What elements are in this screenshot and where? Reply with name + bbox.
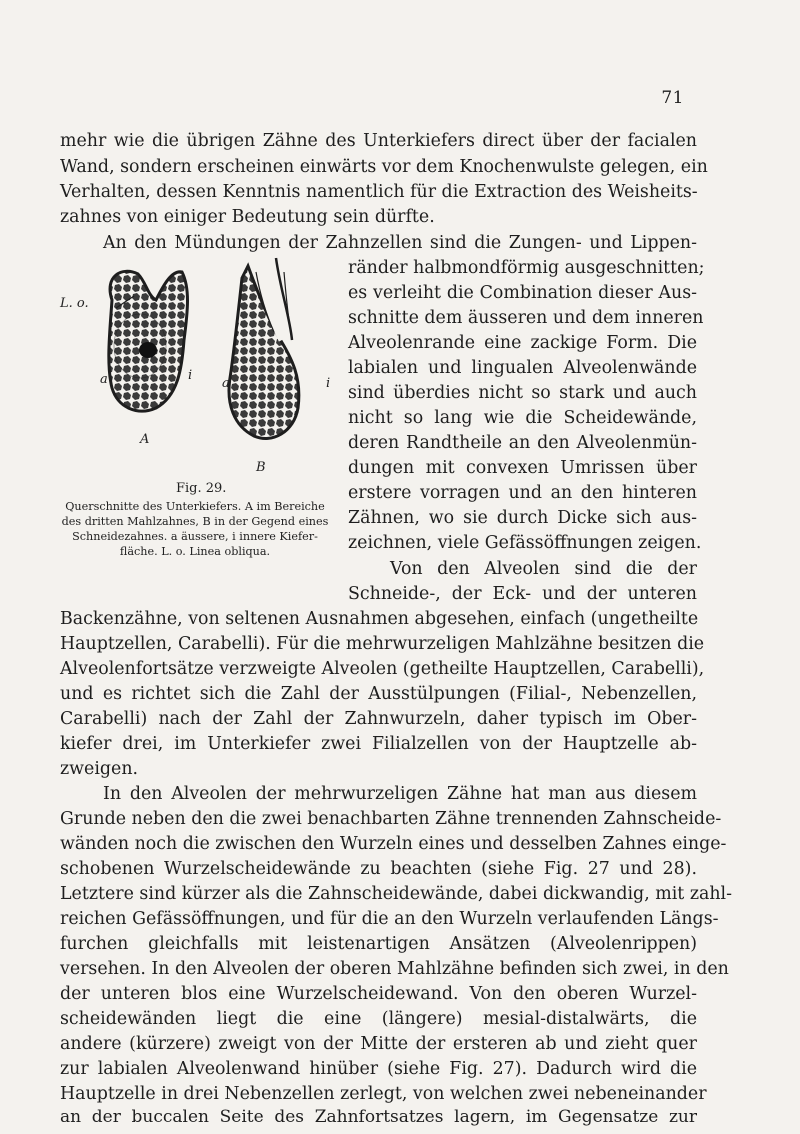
label-i-inner-b: i	[326, 376, 331, 391]
body-line: nicht so lang wie die Scheidewände,	[348, 408, 697, 428]
body-line: labialen und lingualen Alveolenwände	[348, 358, 697, 378]
label-a-outer-b: a	[222, 376, 230, 391]
body-line: zur labialen Alveolenwand hinüber (siehe Fig. 27). Dadurch wird die	[60, 1059, 697, 1079]
body-line: und es richtet sich die Zahl der Ausstülpungen (Filial-, Nebenzellen,	[60, 684, 697, 704]
body-line: Carabelli) nach der Zahl der Zahnwurzeln, daher typisch im Ober-	[60, 709, 697, 729]
body-line: Alveolenfortsätze verzweigte Alveolen (getheilte Hauptzellen, Carabelli),	[60, 659, 705, 679]
body-line: versehen. In den Alveolen der oberen Mahlzähne befinden sich zwei, in den	[60, 959, 729, 979]
body-line: Von den Alveolen sind die der	[390, 559, 697, 579]
body-line: Wand, sondern erscheinen einwärts vor dem Knochenwulste gelegen, ein	[60, 157, 708, 177]
label-section-b: B	[256, 460, 266, 475]
body-line: furchen gleichfalls mit leistenartigen Ansätzen (Alveolenrippen)	[60, 934, 697, 954]
body-line: An den Mündungen der Zahnzellen sind die Zungen- und Lippen-	[103, 233, 697, 253]
body-line: kiefer drei, im Unterkiefer zwei Filialzellen von der Hauptzelle ab-	[60, 734, 697, 754]
body-line: der unteren blos eine Wurzelscheidewand. Von den oberen Wurzel-	[60, 984, 697, 1004]
body-line: scheidewänden liegt die eine (längere) mesial-distalwärts, die	[60, 1009, 697, 1029]
body-line: Alveolenrande eine zackige Form. Die	[348, 333, 697, 353]
body-line: Letztere sind kürzer als die Zahnscheidewände, dabei dickwandig, mit zahl-	[60, 884, 732, 904]
body-line: mehr wie die übrigen Zähne des Unterkiefers direct über der facialen	[60, 131, 697, 151]
body-line: Hauptzelle in drei Nebenzellen zerlegt, von welchen zwei nebeneinander	[60, 1084, 707, 1104]
label-section-a: A	[140, 432, 150, 447]
body-line: Schneide-, der Eck- und der unteren	[348, 584, 697, 604]
figure-caption-line: fläche. L. o. Linea obliqua.	[119, 545, 271, 558]
body-line: andere (kürzere) zweigt von der Mitte der ersteren ab und zieht quer	[60, 1034, 697, 1054]
body-line: Grunde neben den die zwei benachbarten Zähne trennenden Zahnscheide-	[60, 809, 722, 829]
mandibular-canal-a	[139, 342, 157, 358]
body-line: schnitte dem äusseren und dem inneren	[348, 308, 704, 328]
page-number: 71	[661, 88, 684, 108]
body-line: Zähnen, wo sie durch Dicke sich aus-	[348, 508, 697, 528]
body-line: dungen mit convexen Umrissen über	[348, 458, 697, 478]
body-line: deren Randtheile an den Alveolenmün-	[348, 433, 697, 453]
figure-caption-line: Querschnitte des Unterkiefers. A im Bereiche	[65, 500, 325, 513]
section-a-outline	[109, 271, 188, 411]
body-line: In den Alveolen der mehrwurzeligen Zähne hat man aus diesem	[103, 784, 697, 804]
label-linea-obliqua: L. o.	[60, 296, 89, 311]
figure-number: Fig. 29.	[176, 481, 227, 496]
body-line: es verleiht die Combination dieser Aus-	[348, 283, 697, 303]
body-line: schobenen Wurzelscheidewände zu beachten (siehe Fig. 27 und 28).	[60, 859, 697, 879]
body-line: erstere vorragen und an den hinteren	[348, 483, 697, 503]
body-line: zweigen.	[60, 759, 139, 779]
label-a-outer-a: a	[100, 372, 108, 387]
body-line: sind überdies nicht so stark und auch	[348, 383, 697, 403]
body-line: zeichnen, viele Gefässöffnungen zeigen.	[348, 533, 702, 553]
body-line: an der buccalen Seite des Zahnfortsatzes lagern, im Gegensatze zur	[60, 1107, 697, 1127]
body-line: Backenzähne, von seltenen Ausnahmen abgesehen, einfach (ungetheilte	[60, 609, 699, 629]
figure-caption-line: Schneidezahnes. a äussere, i innere Kiefer-	[72, 530, 318, 543]
body-line: Hauptzellen, Carabelli). Für die mehrwurzeligen Mahlzähne besitzen die	[60, 634, 705, 654]
body-line: zahnes von einiger Bedeutung sein dürfte.	[60, 207, 435, 227]
body-line: ränder halbmondförmig ausgeschnitten;	[348, 258, 705, 278]
figure-caption-line: des dritten Mahlzahnes, B in der Gegend eines	[61, 515, 329, 528]
body-line: reichen Gefässöffnungen, und für die an den Wurzeln verlaufenden Längs-	[60, 909, 719, 929]
jaw-cross-sections-illustration	[60, 248, 350, 478]
label-i-inner-a: i	[188, 368, 193, 383]
body-line: Verhalten, dessen Kenntnis namentlich für die Extraction des Weisheits-	[60, 182, 698, 202]
body-line: wänden noch die zwischen den Wurzeln eines und desselben Zahnes einge-	[60, 834, 727, 854]
figure-29	[60, 248, 350, 478]
